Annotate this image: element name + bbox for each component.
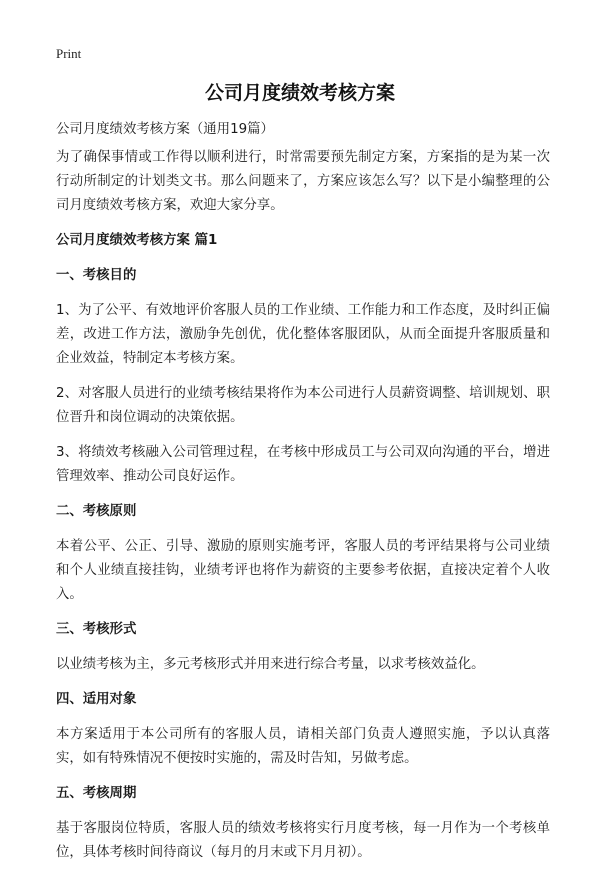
paragraph: 本着公平、公正、引导、激励的原则实施考评，客服人员的考评结果将与公司业绩和个人业绩直接挂钩，业绩考评也将作为薪资的主要参考依据，直接决定着个人收入。 (56, 539, 550, 602)
page-title: 公司月度绩效考核方案 (204, 82, 395, 104)
print-link[interactable]: Print (56, 46, 82, 61)
paragraph: 1、为了公平、有效地评价客服人员的工作业绩、工作能力和工作态度，及时纠正偏差，改进工作方法，激励争先创优，优化整体客服团队，从而全面提升客服质量和企业效益，特制定本考核方案。 (56, 303, 550, 366)
paragraph: 3、将绩效考核融入公司管理过程，在考核中形成员工与公司双向沟通的平台，增进管理效率、推动公司良好运作。 (56, 445, 550, 484)
paragraph: 基于客服岗位特质，客服人员的绩效考核将实行月度考核，每一月作为一个考核单位，具体考核时间待商议（每月的月末或下月月初）。 (56, 821, 550, 860)
paragraph: 本方案适用于本公司所有的客服人员，请相关部门负责人遵照实施，予以认真落实，如有特殊情况不便按时实施的，需及时告知，另做考虑。 (56, 727, 550, 766)
section-heading-purpose: 一、考核目的 (56, 268, 137, 283)
intro-paragraph: 为了确保事情或工作得以顺利进行，时常需要预先制定方案，方案指的是为某一次行动所制定的计划类文书。那么问题来了，方案应该怎么写？以下是小编整理的公司月度绩效考核方案，欢迎大家分享。 (56, 150, 550, 213)
article-heading: 公司月度绩效考核方案 篇1 (56, 233, 218, 248)
section-heading-form: 三、考核形式 (56, 622, 137, 637)
document-subtitle: 公司月度绩效考核方案（通用19篇） (56, 122, 274, 137)
section-heading-scope: 四、适用对象 (56, 692, 137, 707)
document-body (56, 118, 550, 876)
paragraph: 2、对客服人员进行的业绩考核结果将作为本公司进行人员薪资调整、培训规划、职位晋升和岗位调动的决策依据。 (56, 386, 550, 425)
section-heading-cycle: 五、考核周期 (56, 786, 137, 801)
section-heading-principles: 二、考核原则 (56, 504, 137, 519)
paragraph: 以业绩考核为主，多元考核形式并用来进行综合考量，以求考核效益化。 (56, 657, 485, 672)
